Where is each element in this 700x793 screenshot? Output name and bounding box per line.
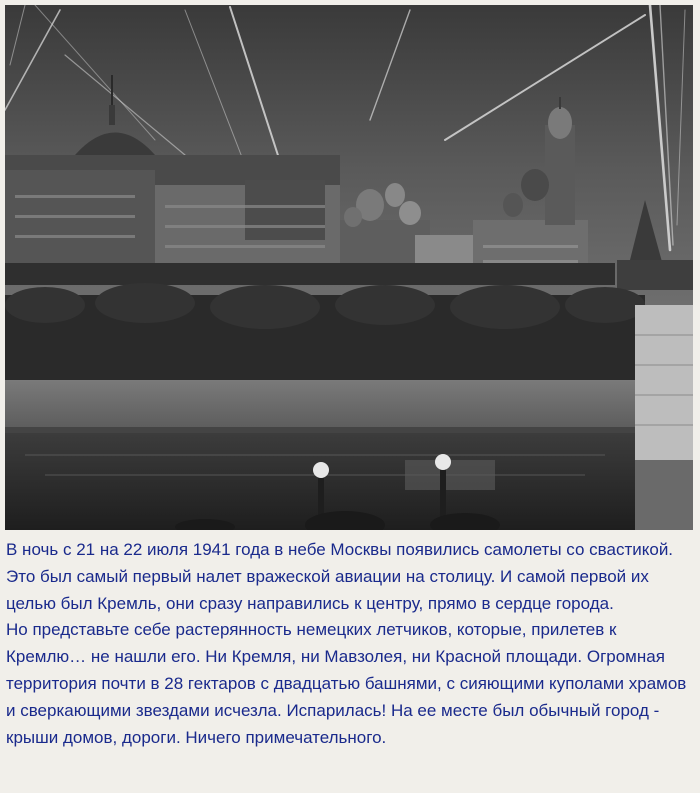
embankment-wall <box>5 380 640 430</box>
tree-line <box>5 263 645 380</box>
paragraph-second: Но представьте себе растерянность немецких летчиков, которые, прилетев к Кремлю… не нашли его. Ни Кремля, ни Мавзолея, ни Красной площади. Огромная территория почти в 28 гектаров с двадцатью башнями, с сияющими куполами храмов и сверкающими звездами исчезла. Испарилась! На ее месте был обычный город - крыши домов, дороги. Ничего примечательного. <box>6 620 687 747</box>
photo-illustration <box>5 5 693 530</box>
foreground-building <box>635 305 693 530</box>
article-caption <box>6 537 694 751</box>
kremlin-night-photo <box>5 5 693 530</box>
paragraph-first: В ночь с 21 на 22 июля 1941 года в небе Москвы появились самолеты со свастикой. Это был самый первый налет вражеской авиации на столицу. И самой первой их целью был Кремль, они сразу направились к центру, прямо в сердце города. <box>6 540 674 613</box>
